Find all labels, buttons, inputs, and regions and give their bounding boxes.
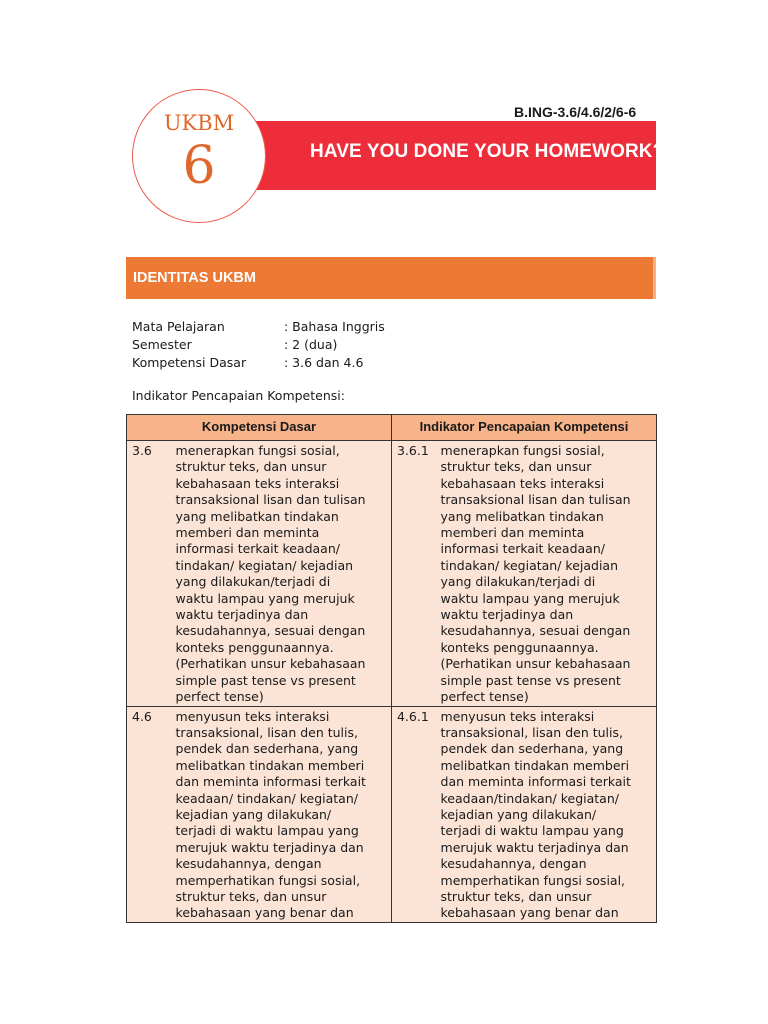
text-line: simple past tense vs present bbox=[175, 672, 356, 688]
text-line: pendek dan sederhana, yang bbox=[440, 741, 624, 757]
text-line: keadaan/ tindakan/ kegiatan/ bbox=[175, 790, 358, 806]
text-line: (Perhatikan unsur kebahasaan bbox=[175, 656, 366, 672]
text-line: kebahasaan yang benar dan bbox=[175, 905, 354, 921]
text-line: (Perhatikan unsur kebahasaan bbox=[440, 656, 631, 672]
text-line: menyusun teks interaksi bbox=[440, 708, 595, 724]
text-line: transaksional, lisan den tulis, bbox=[440, 724, 623, 740]
text-line: waktu lampau yang merujuk bbox=[440, 590, 620, 606]
table-row bbox=[127, 441, 657, 707]
text-line: waktu terjadinya dan bbox=[175, 607, 309, 623]
text-line: perfect tense) bbox=[440, 689, 529, 705]
text-line: merujuk waktu terjadinya dan bbox=[175, 839, 364, 855]
kd-number: 4.6 bbox=[127, 706, 176, 922]
section-title: IDENTITAS UKBM bbox=[133, 270, 256, 286]
ipk-description bbox=[441, 706, 657, 922]
identity-value: : Bahasa Inggris bbox=[284, 319, 385, 334]
text-line: informasi terkait keadaan/ bbox=[175, 541, 340, 557]
text-line: kejadian yang dilakukan/ bbox=[440, 806, 597, 822]
identity-value: : 2 (dua) bbox=[284, 337, 338, 352]
text-line: kebahasaan teks interaksi bbox=[175, 475, 340, 491]
identity-value: : 3.6 dan 4.6 bbox=[284, 355, 364, 370]
identity-row bbox=[132, 318, 385, 336]
text-line: struktur teks, dan unsur bbox=[440, 888, 592, 904]
text-line: kesudahannya, dengan bbox=[175, 856, 322, 872]
text-line: transaksional lisan dan tulisan bbox=[175, 492, 366, 508]
text-line: dan meminta informasi terkait bbox=[440, 774, 631, 790]
text-line: yang dilakukan/terjadi di bbox=[175, 574, 331, 590]
text-line: yang dilakukan/terjadi di bbox=[440, 574, 596, 590]
text-line: kesudahannya, sesuai dengan bbox=[440, 623, 631, 639]
ipk-description bbox=[441, 441, 657, 707]
text-line: yang melibatkan tindakan bbox=[175, 508, 339, 524]
text-line: perfect tense) bbox=[175, 689, 264, 705]
text-line: waktu lampau yang merujuk bbox=[175, 590, 355, 606]
text-line: memberi dan meminta bbox=[175, 525, 320, 541]
text-line: informasi terkait keadaan/ bbox=[440, 541, 605, 557]
text-line: kesudahannya, sesuai dengan bbox=[175, 623, 366, 639]
text-line: konteks penggunaannya. bbox=[175, 639, 334, 655]
text-line: tindakan/ kegiatan/ kejadian bbox=[440, 557, 619, 573]
text-line: memperhatikan fungsi sosial, bbox=[440, 872, 626, 888]
text-line: merujuk waktu terjadinya dan bbox=[440, 839, 629, 855]
text-line: terjadi di waktu lampau yang bbox=[440, 823, 624, 839]
identity-row bbox=[132, 354, 385, 372]
column-header-kd: Kompetensi Dasar bbox=[127, 415, 392, 441]
ipk-number: 4.6.1 bbox=[391, 706, 440, 922]
text-line: yang melibatkan tindakan bbox=[440, 508, 604, 524]
kd-number: 3.6 bbox=[127, 441, 176, 707]
text-line: struktur teks, dan unsur bbox=[175, 888, 327, 904]
identity-row bbox=[132, 336, 385, 354]
text-line: memperhatikan fungsi sosial, bbox=[175, 872, 361, 888]
identity-label: Semester bbox=[132, 337, 192, 352]
text-line: kebahasaan teks interaksi bbox=[440, 475, 605, 491]
page-title: HAVE YOU DONE YOUR HOMEWORK? bbox=[310, 141, 665, 162]
text-line: pendek dan sederhana, yang bbox=[175, 741, 359, 757]
indicator-intro: Indikator Pencapaian Kompetensi: bbox=[132, 388, 345, 403]
text-line: waktu terjadinya dan bbox=[440, 607, 574, 623]
document-code: B.ING-3.6/4.6/2/6-6 bbox=[514, 104, 637, 120]
text-line: dan meminta informasi terkait bbox=[175, 774, 366, 790]
column-header-ipk: Indikator Pencapaian Kompetensi bbox=[391, 415, 656, 441]
text-line: tindakan/ kegiatan/ kejadian bbox=[175, 557, 354, 573]
text-line: terjadi di waktu lampau yang bbox=[175, 823, 359, 839]
text-line: transaksional lisan dan tulisan bbox=[440, 492, 631, 508]
identity-label: Mata Pelajaran bbox=[132, 319, 225, 334]
identity-list bbox=[132, 318, 385, 372]
text-line: kesudahannya, dengan bbox=[440, 856, 587, 872]
table-row bbox=[127, 706, 657, 922]
text-line: menyusun teks interaksi bbox=[175, 708, 330, 724]
text-line: simple past tense vs present bbox=[440, 672, 621, 688]
text-line: kejadian yang dilakukan/ bbox=[175, 806, 332, 822]
text-line: struktur teks, dan unsur bbox=[440, 459, 592, 475]
text-line: keadaan/tindakan/ kegiatan/ bbox=[440, 790, 619, 806]
text-line: transaksional, lisan den tulis, bbox=[175, 724, 358, 740]
text-line: konteks penggunaannya. bbox=[440, 639, 599, 655]
badge-number: 6 bbox=[182, 136, 216, 196]
badge-label: UKBM bbox=[163, 111, 235, 135]
competency-table bbox=[126, 414, 657, 923]
identity-label: Kompetensi Dasar bbox=[132, 355, 247, 370]
text-line: menerapkan fungsi sosial, bbox=[440, 443, 605, 458]
text-line: struktur teks, dan unsur bbox=[175, 459, 327, 475]
table-header-row bbox=[127, 415, 657, 441]
text-line: menerapkan fungsi sosial, bbox=[175, 443, 340, 458]
text-line: melibatkan tindakan memberi bbox=[440, 757, 630, 773]
ipk-number: 3.6.1 bbox=[391, 441, 440, 707]
kd-description bbox=[176, 441, 392, 707]
kd-description bbox=[176, 706, 392, 922]
text-line: kebahasaan yang benar dan bbox=[440, 905, 619, 921]
text-line: melibatkan tindakan memberi bbox=[175, 757, 365, 773]
text-line: memberi dan meminta bbox=[440, 525, 585, 541]
